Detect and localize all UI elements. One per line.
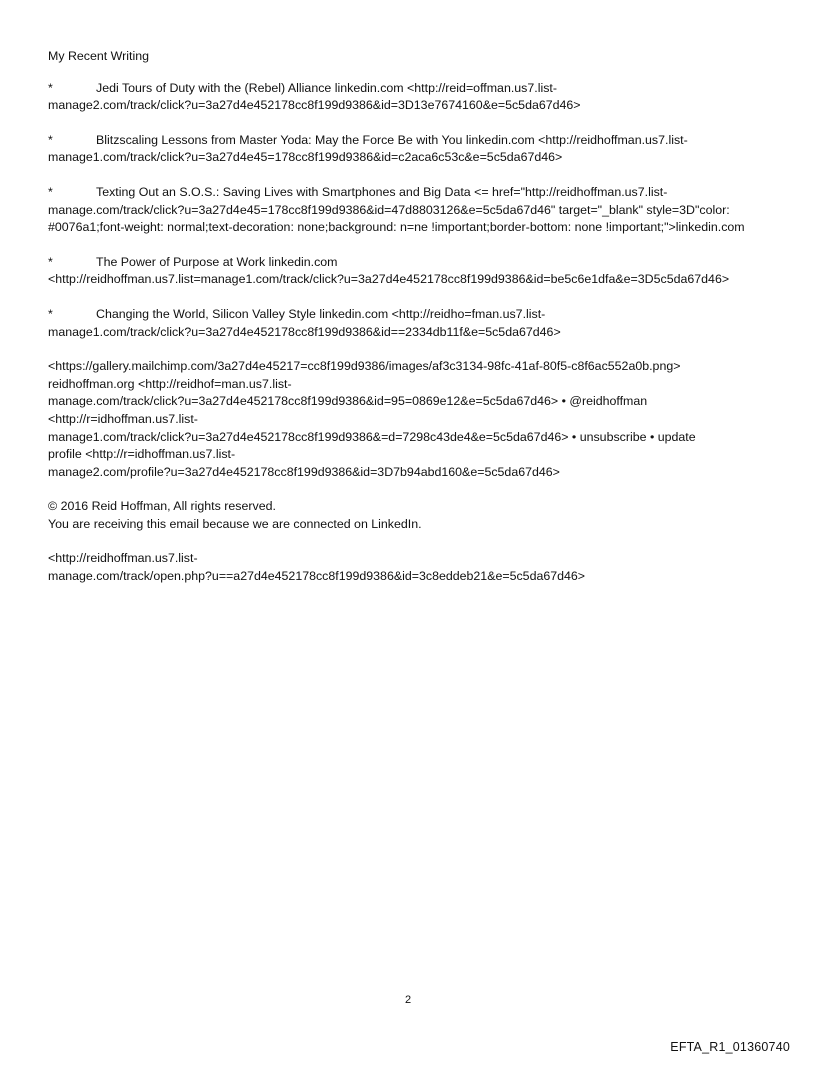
writing-item-5	[48, 306, 778, 341]
writing-item-3	[48, 184, 778, 237]
item-title: Texting Out an S.O.S.: Saving Lives with Smartphones and Big Data <= href="http://reidhoffman.us7.list-	[96, 184, 668, 199]
item-title: Changing the World, Silicon Valley Style linkedin.com <http://reidho=fman.us7.list-	[96, 306, 546, 321]
bullet-marker: *	[48, 184, 53, 199]
bates-number: EFTA_R1_01360740	[670, 1040, 790, 1054]
item-link: manage1.com/track/click?u=3a27d4e45=178cc8f199d9386&id=c2aca6c53c&e=5c5da67d46>	[48, 150, 563, 165]
tracking-line: <http://reidhoffman.us7.list-	[48, 551, 198, 566]
bullet-marker: *	[48, 306, 53, 321]
item-title: Jedi Tours of Duty with the (Rebel) Alliance linkedin.com <http://reid=offman.us7.list-	[96, 80, 557, 95]
writing-item-4	[48, 254, 778, 289]
footer-line: <http://r=idhoffman.us7.list-	[48, 411, 198, 426]
item-link: <http://reidhoffman.us7.list=manage1.com/track/click?u=3a27d4e452178cc8f199d9386&id=be5c6e1dfa&e=3D5c5da67d46>	[48, 272, 730, 287]
tracking-line: manage.com/track/open.php?u==a27d4e452178cc8f199d9386&id=3c8eddeb21&e=5c5da67d46>	[48, 569, 586, 584]
footer-line: manage2.com/profile?u=3a27d4e452178cc8f199d9386&id=3D7b94abd160&e=5c5da67d46>	[48, 464, 560, 479]
item-link: manage.com/track/click?u=3a27d4e45=178cc8f199d9386&id=47d8803126&e=5c5da67d46" target="_blank" style=3D"color: #0076a1;font-weight: normal;text-decoration: none;background: n=ne !important;border-bottom: none !important;">linkedin.com	[48, 202, 745, 235]
section-heading: My Recent Writing	[48, 49, 149, 63]
footer-links	[48, 358, 778, 481]
copyright-block	[48, 498, 778, 533]
page-number: 2	[404, 994, 412, 1006]
tracking-link	[48, 550, 778, 585]
bullet-marker: *	[48, 254, 53, 269]
bullet-marker: *	[48, 132, 53, 147]
item-title: Blitzscaling Lessons from Master Yoda: May the Force Be with You linkedin.com <http://reidhoffman.us7.list-	[96, 132, 688, 147]
item-link: manage1.com/track/click?u=3a27d4e452178cc8f199d9386&id==2334db11f&e=5c5da67d46>	[48, 324, 561, 339]
footer-line: manage1.com/track/click?u=3a27d4e452178cc8f199d9386&=d=7298c43de4&e=5c5da67d46> • unsubscribe • update	[48, 429, 696, 444]
notice-text: You are receiving this email because we are connected on LinkedIn.	[48, 516, 422, 531]
bullet-marker: *	[48, 80, 53, 95]
copyright-text: © 2016 Reid Hoffman, All rights reserved.	[48, 499, 276, 514]
writing-item-1	[48, 80, 778, 115]
item-link: manage2.com/track/click?u=3a27d4e452178cc8f199d9386&id=3D13e7674160&e=5c5da67d46>	[48, 98, 581, 113]
item-title: The Power of Purpose at Work linkedin.com	[96, 254, 338, 269]
document-body	[48, 48, 778, 603]
footer-line: reidhoffman.org <http://reidhof=man.us7.list-	[48, 376, 292, 391]
footer-line: manage.com/track/click?u=3a27d4e452178cc8f199d9386&id=95=0869e12&e=5c5da67d46> • @reidhoffman	[48, 394, 648, 409]
footer-line: <https://gallery.mailchimp.com/3a27d4e45217=cc8f199d9386/images/af3c3134-98fc-41af-80f5-c8f6ac552a0b.png>	[48, 359, 681, 374]
writing-item-2	[48, 132, 778, 167]
footer-line: profile <http://r=idhoffman.us7.list-	[48, 447, 236, 462]
